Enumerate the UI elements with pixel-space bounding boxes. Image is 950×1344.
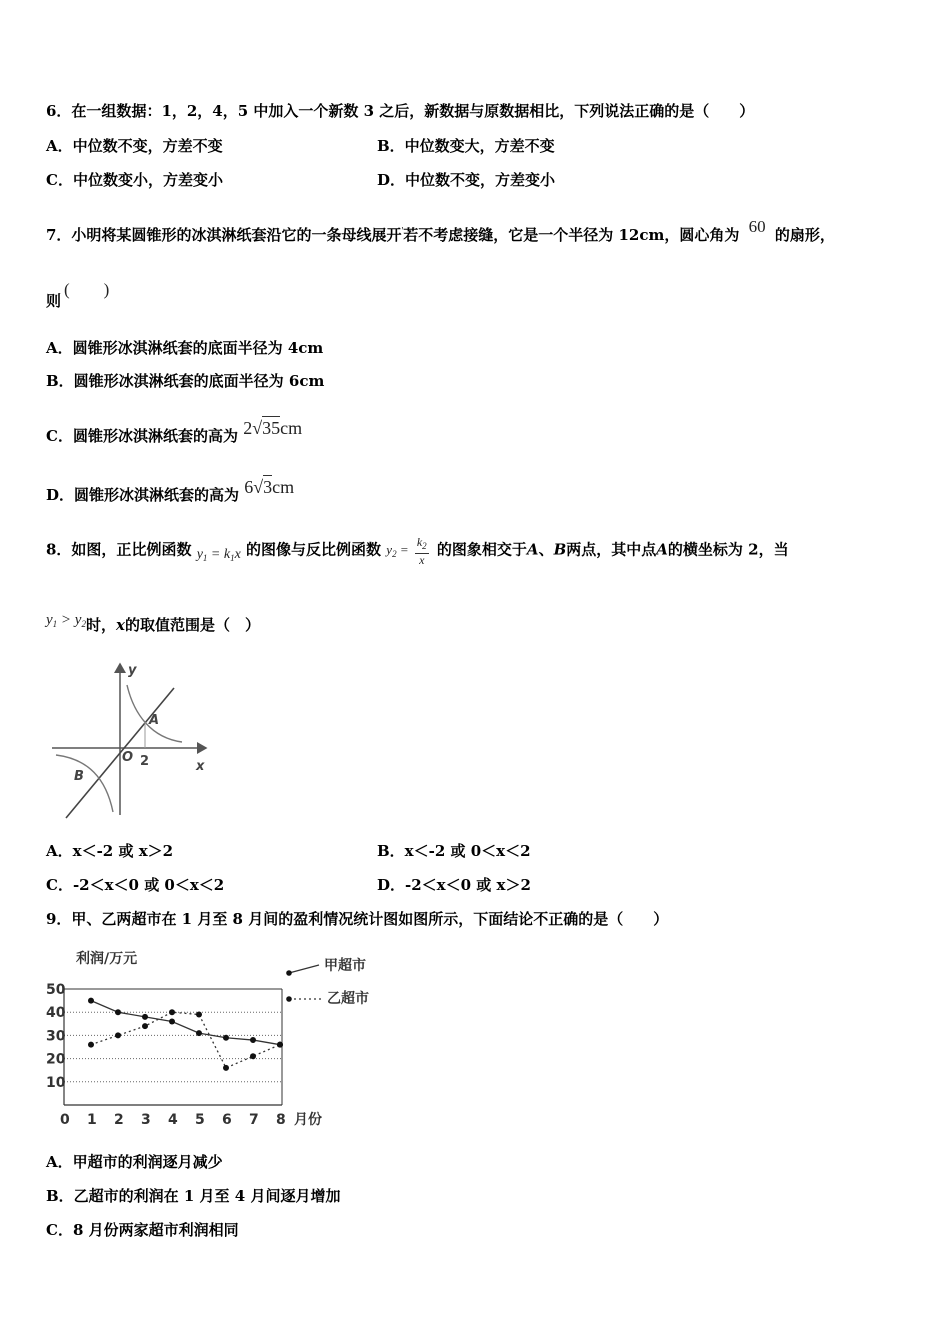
q7-option-c-value: 2√35cm <box>243 418 303 438</box>
q9-stem: 9．甲、乙两超市在 1 月至 8 月间的盈利情况统计图如图所示，下面结论不正确的是（ ） <box>46 910 669 928</box>
q8-condition: $y_1 > y_2$时，x的取值范围是（ ） <box>46 612 260 634</box>
y-tick-30: 30 <box>46 1028 66 1045</box>
q6-option-a: A．中位数不变，方差不变 <box>46 137 223 155</box>
legend-marker-yi <box>286 996 292 1002</box>
legend-label-yi: 乙超市 <box>327 991 369 1007</box>
x-axis-label: x <box>196 759 205 774</box>
q6-stem: 6．在一组数据：1，2，4，5 中加入一个新数 3 之后，新数据与原数据相比，下列说法正确的是（ ） <box>46 102 755 120</box>
q8-option-a: A．x＜-2 或 x＞2 <box>46 842 174 860</box>
legend-marker-jia <box>286 970 292 976</box>
chart-y-label: 利润/万元 <box>76 951 138 967</box>
x-tick-5: 5 <box>195 1112 205 1128</box>
data-point-yi-2 <box>115 1032 121 1038</box>
data-point-jia-5 <box>196 1030 202 1036</box>
q8-eq2: $y_2$ = $\frac{k_2}{x}$ <box>386 535 427 567</box>
data-point-yi-7 <box>250 1053 256 1059</box>
q7-paren: ( ) <box>64 280 110 299</box>
q6-option-b: B．中位数变大，方差不变 <box>377 137 555 155</box>
x-tick-3: 3 <box>141 1112 151 1128</box>
data-point-jia-4 <box>169 1018 175 1024</box>
q8-option-b: B．x＜-2 或 0＜x＜2 <box>377 842 531 860</box>
point-b-label: B <box>74 769 84 784</box>
x-tick-0: 0 <box>60 1112 70 1128</box>
data-point-yi-8 <box>277 1042 283 1048</box>
data-point-jia-2 <box>115 1009 121 1015</box>
data-point-yi-1 <box>88 1042 94 1048</box>
x-tick-7: 7 <box>249 1112 259 1128</box>
q6-option-d: D．中位数不变，方差变小 <box>377 171 556 189</box>
y-axis-label: y <box>128 663 137 678</box>
chart-legend <box>286 957 369 1007</box>
data-point-jia-7 <box>250 1037 256 1043</box>
q7-option-d: D．圆锥形冰淇淋纸套的高为 6√3cm <box>46 477 295 504</box>
y-tick-10: 10 <box>46 1074 66 1091</box>
q8-function-graph <box>48 660 218 820</box>
x-tick-8: 8 <box>276 1112 286 1128</box>
legend-label-jia: 甲超市 <box>324 958 366 974</box>
q9-option-b: B．乙超市的利润在 1 月至 4 月间逐月增加 <box>46 1187 341 1205</box>
chart-series <box>88 998 283 1071</box>
q8-eq1: $y_1 = k_1x$ <box>196 547 241 564</box>
data-point-jia-1 <box>88 998 94 1004</box>
q7-stem-cont: 则 <box>46 292 62 310</box>
x-tick-4: 4 <box>168 1112 178 1128</box>
profit-line-chart <box>40 945 400 1135</box>
tick-label-2: 2 <box>140 754 150 769</box>
q6-option-c: C．中位数变小，方差变小 <box>46 171 223 189</box>
y-tick-20: 20 <box>46 1051 66 1068</box>
q7-angle: 60 <box>748 217 766 236</box>
q7-option-d-value: 6√3cm <box>244 477 295 497</box>
q8-option-d: D．-2＜x＜0 或 x＞2 <box>377 876 531 894</box>
data-point-yi-3 <box>142 1023 148 1029</box>
data-point-jia-6 <box>223 1035 229 1041</box>
point-a-label: A <box>149 713 160 728</box>
q8-stem: 8．如图，正比例函数 $y_1 = k_1x$ 的图像与反比例函数 $y_2$ = $\frac{k_2}{x}$ 的图象相交于A、B两点，其中点A的横坐标为 2，当 <box>46 535 789 567</box>
y-tick-50: 50 <box>46 982 66 998</box>
chart-x-label: 月份 <box>294 1112 322 1128</box>
data-point-yi-6 <box>223 1065 229 1071</box>
q7-stem: 7．小明将某圆锥形的冰淇淋纸套沿它的一条母线展开'若不考虑接缝，它是一个半径为 12cm，圆心角为 60 的扇形， <box>46 217 835 244</box>
hyperbola-branch-2 <box>56 755 113 812</box>
q9-option-c: C．8 月份两家超市利润相同 <box>46 1221 239 1239</box>
legend-line-jia <box>289 965 319 973</box>
chart-ticks <box>46 982 286 1128</box>
chart-axes <box>64 989 282 1105</box>
q8-option-c: C．-2＜x＜0 或 0＜x＜2 <box>46 876 225 894</box>
x-tick-6: 6 <box>222 1112 232 1128</box>
y-tick-40: 40 <box>46 1005 66 1022</box>
q7-option-b: B．圆锥形冰淇淋纸套的底面半径为 6cm <box>46 372 325 390</box>
q7-option-c: C．圆锥形冰淇淋纸套的高为 2√35cm <box>46 418 303 445</box>
q8-inequality: $y_1 > y_2$ <box>46 612 86 629</box>
data-point-jia-3 <box>142 1014 148 1020</box>
x-tick-2: 2 <box>114 1112 124 1128</box>
q9-option-a: A．甲超市的利润逐月减少 <box>46 1153 223 1171</box>
origin-label: O <box>122 750 134 765</box>
q7-option-a: A．圆锥形冰淇淋纸套的底面半径为 4cm <box>46 339 324 357</box>
data-point-yi-5 <box>196 1012 202 1018</box>
data-point-yi-4 <box>169 1009 175 1015</box>
x-tick-1: 1 <box>87 1112 97 1128</box>
